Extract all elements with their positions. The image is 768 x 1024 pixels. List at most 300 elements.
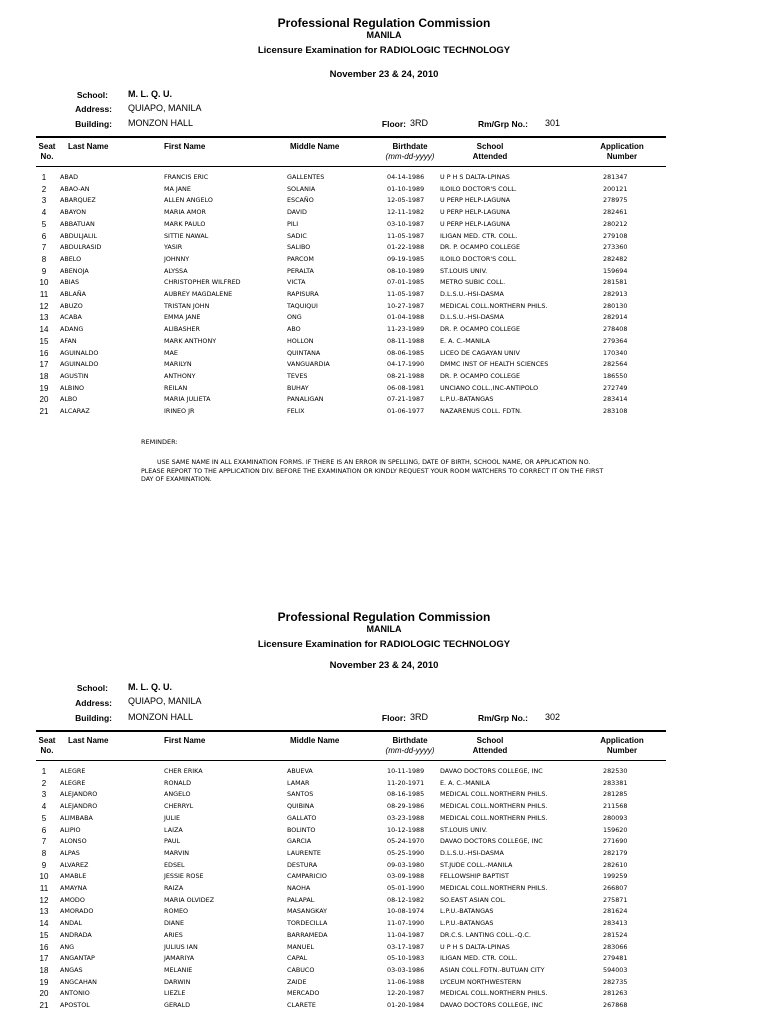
last-name: AFAN [60,336,77,345]
table-row [0,371,768,382]
school-attended: U PERP HELP-LAGUNA [440,208,511,217]
school-attended: MEDICAL COLL.NORTHERN PHILS. [440,989,548,998]
school-attended: LICEO DE CAGAYAN UNIV [440,348,520,357]
address-label: Address: [75,104,112,114]
application-number: 281524 [603,930,628,939]
seat-number: 2 [41,778,47,788]
school-attended: DR. P. OCAMPO COLLEGE [440,243,521,252]
application-number: 280093 [603,813,628,822]
birthdate: 05-24-1970 [387,837,425,846]
first-name: LIEZLE [164,989,186,998]
middle-name: LAURENTE [287,848,321,857]
school-attended: METRO SUBIC COLL. [440,278,506,287]
application-number: 170340 [603,348,628,357]
birthdate: 03-23-1988 [387,813,425,822]
first-name: MELANIE [164,965,193,974]
first-name: CHER ERIKA [164,767,203,775]
first-name: MA JANE [164,184,191,193]
birthdate: 05-25-1990 [387,848,425,857]
seat-number: 12 [39,301,49,311]
birthdate: 05-01-1990 [387,884,425,892]
first-name: YASIR [164,243,183,252]
last-name: ALVAREZ [60,860,89,869]
table-row [0,766,768,777]
seat-number: 16 [39,942,49,952]
school-attended: DMMC INST OF HEALTH SCIENCES [440,360,549,369]
application-number: 282564 [603,360,628,369]
application-number: 283414 [603,395,628,404]
col-application: Application Number [600,142,644,161]
table-row [0,871,768,882]
middle-name: TEVES [287,371,308,380]
first-name: AUBREY MAGDALENE [164,290,233,298]
birthdate: 08-12-1982 [387,895,425,904]
birthdate: 01-22-1988 [387,243,425,252]
application-number: 282610 [603,860,628,869]
application-number: 280212 [603,219,628,228]
birthdate: 01-06-1977 [387,407,425,415]
col-first-name: First Name [164,142,206,151]
school-attended: NAZARENUS COLL. FDTN. [440,407,522,415]
first-name: JAMARIYA [164,954,195,963]
last-name: ADANG [60,325,84,334]
last-name: AGUINALDO [60,360,99,369]
last-name: AGUSTIN [60,371,89,380]
table-row [0,289,768,300]
first-name: DARWIN [164,977,191,986]
first-name: MARIA JULIETA [164,395,211,404]
seat-number: 7 [41,243,47,253]
middle-name: PARCOM [287,254,314,263]
application-number: 281347 [603,173,628,181]
middle-name: CLARETE [287,1001,316,1009]
seat-number: 17 [39,360,49,370]
first-name: IRINEO JR [164,407,195,415]
table-row [0,394,768,405]
first-name: SITTIE NAWAL [164,231,209,240]
table-row [0,383,768,394]
application-number: 279364 [603,336,628,345]
seat-number: 6 [41,825,47,835]
school-attended: D.L.S.U.-HSI-DASMA [440,290,504,298]
school-attended: ILOILO DOCTOR'S COLL. [440,184,517,193]
middle-name: GARCIA [287,837,312,846]
application-number: 283066 [603,942,628,951]
school-attended: D.L.S.U.-HSI-DASMA [440,848,504,857]
birthdate: 12-20-1987 [387,989,425,998]
table-row [0,906,768,917]
last-name: AMORADO [60,907,94,916]
table-row [0,195,768,206]
last-name: ABARQUEZ [60,196,96,205]
exam-date: November 23 & 24, 2010 [329,69,439,80]
seat-number: 14 [39,919,49,929]
middle-name: NAOHA [287,884,311,892]
middle-name: GALLATO [287,813,317,822]
reminder-title: REMINDER: [141,438,178,446]
application-number: 282735 [603,977,628,986]
middle-name: GALLENTES [287,173,325,181]
seat-number: 8 [41,254,47,264]
table-row [0,184,768,195]
middle-name: PANALIGAN [287,395,324,404]
last-name: ALBINO [60,383,85,392]
first-name: ALYSSA [164,266,188,275]
birthdate: 10-27-1987 [387,301,425,310]
birthdate: 08-11-1988 [387,336,425,345]
application-number: 282179 [603,848,628,857]
middle-name: MASANGKAY [287,907,328,916]
last-name: ANTONIO [60,989,90,998]
birthdate: 01-10-1989 [387,184,425,193]
last-name: ANDAL [60,919,82,928]
first-name: GERALD [164,1001,191,1009]
school-attended: UNCIANO COLL.,INC-ANTIPOLO [440,383,539,392]
first-name: CHRISTOPHER WILFRED [164,278,241,287]
table-row [0,953,768,964]
table-row [0,172,768,183]
first-name: ROMEO [164,907,189,916]
school-attended: ILIGAN MED. CTR. COLL. [440,954,518,963]
last-name: ABAO-AN [60,184,90,193]
school-attended: L.P.U.-BATANGAS [440,907,494,916]
birthdate: 03-17-1987 [387,942,425,951]
last-name: ABENOJA [60,266,89,275]
application-number: 211568 [603,802,628,811]
last-name: ANGCAHAN [60,977,97,986]
school-attended: E. A. C.-MANILA [440,778,490,787]
seat-number: 9 [41,860,47,870]
exam-label: Licensure Examination for [257,45,378,56]
application-number: 281581 [603,278,628,287]
col-birthdate: Birthdate (mm-dd-yyyy) [385,736,435,755]
exam-block-room-301 [0,0,768,500]
table-row [0,930,768,941]
middle-name: ABO [287,325,301,334]
last-name: ABAYON [60,208,86,217]
application-number: 186550 [603,371,628,380]
city-title: MANILA [366,30,402,40]
exam-name: RADIOLOGIC TECHNOLOGY [379,45,511,56]
middle-name: VANGUARDIA [287,360,330,369]
seat-number: 18 [39,965,49,975]
birthdate: 01-04-1988 [387,313,425,322]
header-top-rule [36,136,666,138]
middle-name: DAVID [287,208,307,217]
seat-number: 3 [41,196,47,206]
first-name: MARVIN [164,848,190,857]
col-middle-name: Middle Name [290,142,340,151]
last-name: ALEJANDRO [60,802,98,811]
floor-value: 3RD [410,712,429,722]
birthdate: 09-19-1985 [387,254,425,263]
school-label: School: [76,90,108,100]
school-attended: MEDICAL COLL.NORTHERN PHILS. [440,813,548,822]
school-attended: L.P.U.-BATANGAS [440,395,494,404]
birthdate: 09-03-1980 [387,860,425,869]
application-number: 267868 [603,1001,628,1009]
application-number: 271690 [603,837,628,846]
first-name: MARIA AMOR [164,208,206,217]
col-seat: Seat No. [38,736,56,755]
table-row [0,965,768,976]
table-row [0,778,768,789]
address-label: Address: [75,698,112,708]
school-attended: DAVAO DOCTORS COLLEGE, INC [440,837,543,846]
application-number: 283108 [603,407,628,415]
seat-number: 2 [41,184,47,194]
first-name: JULIE [164,813,181,822]
table-row [0,406,768,417]
last-name: ALCARAZ [60,407,90,415]
last-name: AMODO [60,895,85,904]
last-name: AMAYNA [60,884,87,892]
middle-name: PALAPAL [287,895,315,904]
last-name: ANGANTAP [60,954,95,963]
application-number: 282530 [603,767,628,775]
exam-title [0,45,768,56]
col-birthdate: Birthdate (mm-dd-yyyy) [385,142,435,161]
seat-number: 21 [39,407,49,416]
birthdate: 11-05-1987 [387,231,425,240]
school-attended: U P H S DALTA-LPINAS [440,173,510,181]
table-row [0,312,768,323]
seat-number: 11 [39,884,49,893]
seat-number: 9 [41,266,47,276]
table-row [0,942,768,953]
application-number: 282913 [603,290,628,298]
school-attended: DR.C.S. LANTING COLL.-Q.C. [440,930,531,939]
header-bottom-rule [36,166,666,167]
birthdate: 10-08-1974 [387,907,425,916]
first-name: MARK ANTHONY [164,336,217,345]
birthdate: 04-17-1990 [387,360,425,369]
seat-number: 16 [39,348,49,358]
first-name: LAIZA [164,825,183,834]
city-title: MANILA [366,624,402,634]
birthdate: 11-07-1990 [387,919,425,928]
middle-name: QUIBINA [287,802,315,811]
school-attended: DAVAO DOCTORS COLLEGE, INC [440,1001,543,1009]
floor-label: Floor: [381,119,406,129]
middle-name: BOLINTO [287,825,316,834]
table-row [0,242,768,253]
school-attended: ILOILO DOCTOR'S COLL. [440,254,517,263]
table-row [0,825,768,836]
first-name: RAIZA [164,884,184,892]
table-row [0,336,768,347]
address-value: QUIAPO, MANILA [128,696,202,706]
first-name: EMMA JANE [164,313,201,322]
birthdate: 03-09-1988 [387,872,425,881]
birthdate: 08-29-1986 [387,802,425,811]
middle-name: HOLLON [287,336,314,345]
last-name: ALEJANDRO [60,790,98,799]
first-name: JOHNNY [164,254,190,263]
first-name: ARIES [164,930,183,939]
school-label: School: [76,683,108,693]
birthdate: 11-20-1971 [387,778,425,787]
floor-label: Floor: [381,713,406,723]
birthdate: 11-06-1988 [387,977,425,986]
last-name: ALBO [60,395,78,404]
middle-name: ZAIDE [287,977,307,986]
application-number: 159694 [603,266,628,275]
table-row [0,254,768,265]
table-row [0,836,768,847]
last-name: ALIPIO [60,825,81,834]
middle-name: MERCADO [287,989,320,998]
school-attended: MEDICAL COLL.NORTHERN PHILS. [440,802,548,811]
seat-number: 1 [41,173,47,182]
table-row [0,977,768,988]
seat-number: 10 [39,872,49,882]
first-name: MAE [164,348,178,357]
last-name: ABELO [60,254,82,263]
middle-name: CAMPARICIO [287,872,327,881]
first-name: MARK PAULO [164,219,206,228]
application-number: 278408 [603,325,628,334]
building-label: Building: [75,119,112,129]
seat-number: 18 [39,371,49,381]
middle-name: TORDECILLA [287,919,328,928]
col-school: School Attended [472,142,508,161]
col-seat: Seat No. [38,142,56,161]
last-name: ALONSO [60,837,87,846]
first-name: PAUL [164,837,181,846]
seat-number: 10 [39,278,49,288]
seat-number: 3 [41,790,47,800]
middle-name: MANUEL [287,942,314,951]
seat-number: 21 [39,1001,49,1010]
middle-name: QUINTANA [287,348,321,357]
middle-name: CAPAL [287,954,308,963]
last-name: ABUZO [60,301,83,310]
table-row [0,918,768,929]
school-attended: LYCEUM NORTHWESTERN [440,977,522,986]
application-number: 282461 [603,208,628,217]
application-number: 283413 [603,919,628,928]
birthdate: 10-11-1989 [387,767,425,775]
application-number: 273360 [603,243,628,252]
school-attended: D.L.S.U.-HSI-DASMA [440,313,504,322]
birthdate: 10-12-1988 [387,825,425,834]
seat-number: 7 [41,837,47,847]
birthdate: 08-06-1985 [387,348,425,357]
col-last-name: Last Name [68,142,109,151]
school-attended: ST.JUDE COLL.-MANILA [440,860,513,869]
middle-name: PILI [287,219,299,228]
seat-number: 1 [41,767,47,776]
col-middle-name: Middle Name [290,736,340,745]
seat-number: 12 [39,895,49,905]
birthdate: 11-23-1989 [387,325,425,334]
commission-title: Professional Regulation Commission [277,610,491,624]
last-name: ABLAÑA [60,290,86,298]
school-attended: ASIAN COLL.FDTN.-BUTUAN CITY [440,965,545,974]
last-name: ABDULJALIL [60,231,98,240]
table-row [0,266,768,277]
last-name: ABAD [60,173,79,181]
birthdate: 11-04-1987 [387,930,425,939]
last-name: ABIAS [60,278,80,287]
middle-name: VICTA [287,278,306,287]
seat-number: 6 [41,231,47,241]
first-name: ALLEN ANGELO [164,196,213,205]
first-name: RONALD [164,778,192,787]
exam-title [0,639,768,650]
table-row [0,1000,768,1011]
last-name: ANG [60,942,75,951]
seat-number: 15 [39,336,49,346]
middle-name: CABUCO [287,965,315,974]
school-value: M. L. Q. U. [128,89,172,99]
first-name: FRANCIS ERIC [164,173,209,181]
header-bottom-rule [36,760,666,761]
col-first-name: First Name [164,736,206,745]
first-name: CHERRYL [164,802,194,811]
school-attended: FELLOWSHIP BAPTIST [440,872,509,881]
application-number: 159620 [603,825,628,834]
application-number: 281263 [603,989,628,998]
first-name: JULIUS IAN [164,942,198,951]
school-attended: U P H S DALTA-LPINAS [440,942,510,951]
table-row [0,348,768,359]
seat-number: 11 [39,290,49,299]
application-number: 279481 [603,954,628,963]
exam-date: November 23 & 24, 2010 [329,660,439,671]
seat-number: 13 [39,313,49,323]
school-value: M. L. Q. U. [128,682,172,692]
last-name: ACABA [60,313,82,322]
first-name: ANTHONY [164,371,196,380]
col-application: Application Number [600,736,644,755]
school-attended: MEDICAL COLL.NORTHERN PHILS. [440,790,548,799]
table-row [0,988,768,999]
birthdate: 08-16-1985 [387,790,425,799]
first-name: ANGELO [164,790,191,799]
first-name: MARIA OLVIDEZ [164,895,215,904]
birthdate: 03-10-1987 [387,219,425,228]
first-name: DIANE [164,919,184,928]
header-top-rule [36,730,666,732]
last-name: ANGAS [60,965,83,974]
birthdate: 01-20-1984 [387,1001,425,1009]
application-number: 199259 [603,872,628,881]
seat-number: 14 [39,325,49,335]
floor-value: 3RD [410,118,429,128]
exam-block-room-302 [0,594,768,1024]
first-name: REILAN [164,383,188,392]
building-value: MONZON HALL [128,712,194,722]
commission-title: Professional Regulation Commission [277,16,491,30]
seat-number: 17 [39,954,49,964]
last-name: ALPAS [60,848,80,857]
middle-name: DESTURA [287,860,318,869]
application-number: 283381 [603,778,628,787]
birthdate: 08-21-1988 [387,371,425,380]
last-name: ALEGRE [60,767,86,775]
room-value: 302 [545,712,561,722]
col-school: School Attended [472,736,508,755]
application-number: 282914 [603,313,628,322]
seat-number: 4 [41,802,47,812]
seat-number: 19 [39,383,49,393]
building-value: MONZON HALL [128,118,194,128]
middle-name: RAPISURA [287,290,319,298]
birthdate: 06-08-1981 [387,383,425,392]
middle-name: BUHAY [287,383,309,392]
